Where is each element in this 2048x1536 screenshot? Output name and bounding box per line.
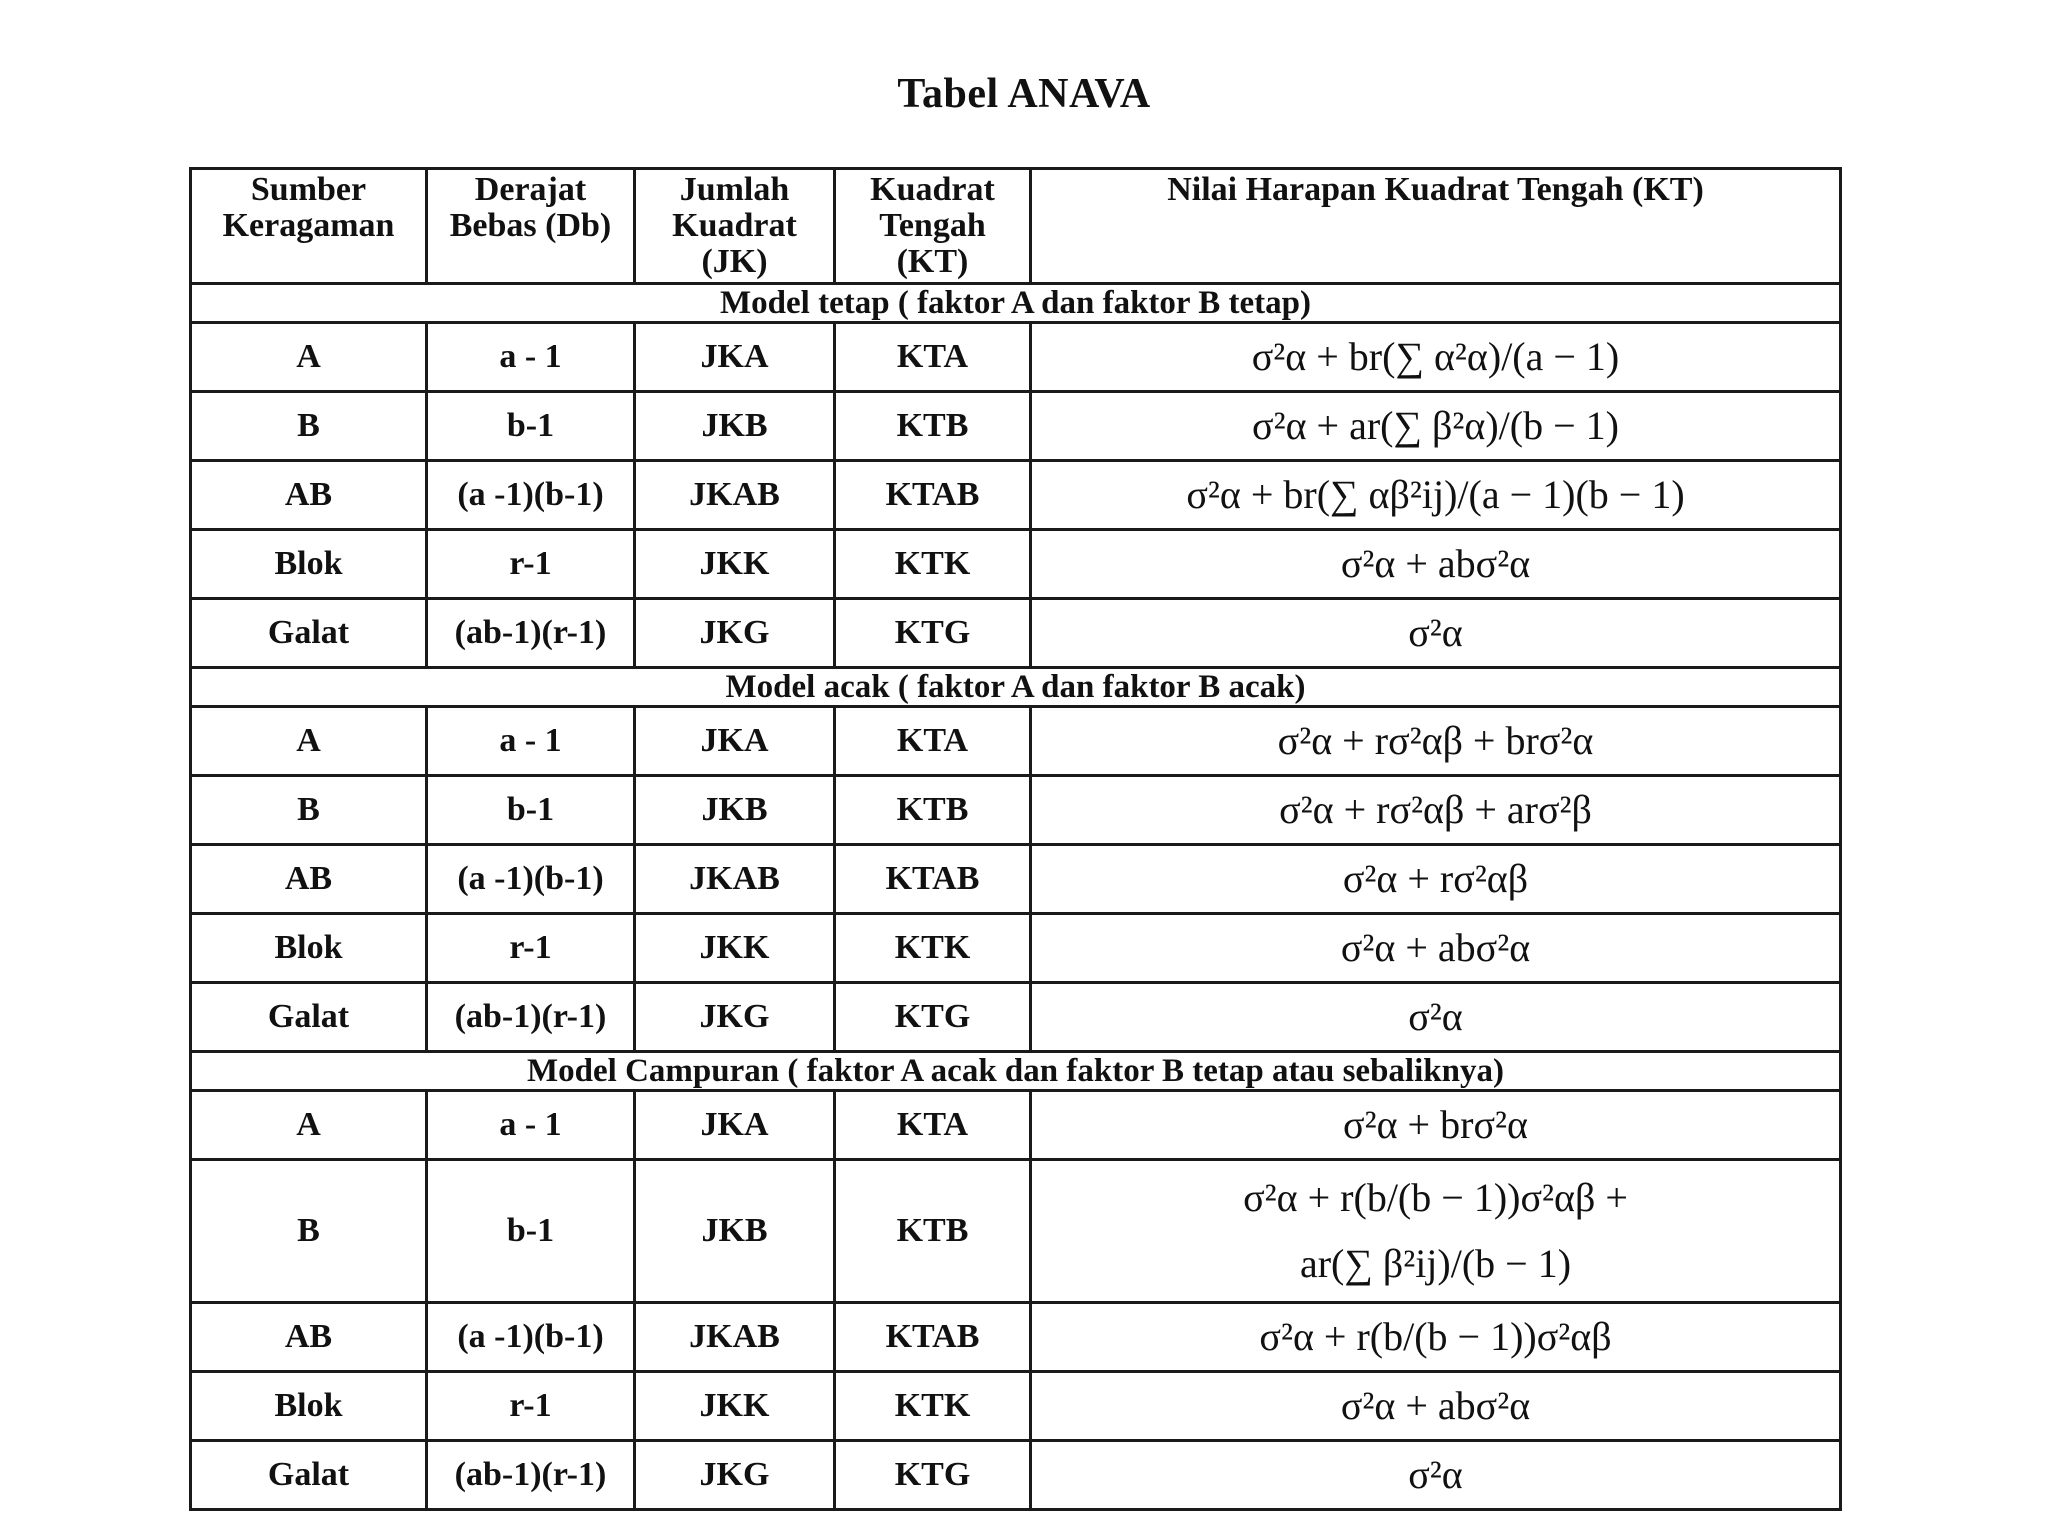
cell-sumber: Blok: [191, 530, 427, 599]
cell-db: r-1: [427, 1372, 635, 1441]
cell-expected-kt: [1031, 914, 1841, 983]
cell-kt: KTK: [835, 530, 1031, 599]
cell-kt: KTB: [835, 1160, 1031, 1303]
cell-kt: KTA: [835, 707, 1031, 776]
header-sumber-keragaman: Sumber Keragaman: [191, 169, 427, 284]
cell-db: b-1: [427, 776, 635, 845]
page-title: Tabel ANAVA: [897, 71, 1151, 117]
cell-db: r-1: [427, 530, 635, 599]
cell-expected-kt: [1031, 1303, 1841, 1372]
cell-kt: KTAB: [835, 461, 1031, 530]
cell-db: (a -1)(b-1): [427, 461, 635, 530]
formula-line: σ²α + ar(∑ β²α)/(b − 1): [1252, 403, 1619, 448]
table-row: [191, 323, 1841, 392]
cell-sumber: Galat: [191, 1441, 427, 1510]
cell-kt: KTAB: [835, 845, 1031, 914]
section-row: [191, 284, 1841, 323]
formula-line: σ²α + r(b/(b − 1))σ²αβ +: [1243, 1175, 1628, 1220]
cell-sumber: A: [191, 1091, 427, 1160]
formula-line: σ²α: [1408, 610, 1463, 655]
cell-kt: KTB: [835, 776, 1031, 845]
table-row: [191, 461, 1841, 530]
cell-expected-kt: [1031, 1160, 1841, 1303]
cell-db: r-1: [427, 914, 635, 983]
cell-sumber: A: [191, 707, 427, 776]
formula-line: σ²α + rσ²αβ: [1342, 856, 1529, 901]
formula-line: σ²α + rσ²αβ + brσ²α: [1277, 718, 1594, 763]
formula-line: σ²α + r(b/(b − 1))σ²αβ: [1259, 1314, 1612, 1359]
formula-line: σ²α + abσ²α: [1340, 925, 1531, 970]
cell-sumber: Galat: [191, 599, 427, 668]
cell-jk: JKB: [635, 1160, 835, 1303]
cell-sumber: Galat: [191, 983, 427, 1052]
cell-jk: JKK: [635, 1372, 835, 1441]
cell-kt: KTB: [835, 392, 1031, 461]
cell-db: a - 1: [427, 1091, 635, 1160]
cell-kt: KTG: [835, 599, 1031, 668]
cell-sumber: AB: [191, 845, 427, 914]
table-row: [191, 776, 1841, 845]
cell-jk: JKA: [635, 1091, 835, 1160]
cell-kt: KTK: [835, 1372, 1031, 1441]
cell-kt: KTK: [835, 914, 1031, 983]
formula-line: σ²α + brσ²α: [1343, 1102, 1528, 1147]
cell-db: a - 1: [427, 323, 635, 392]
table-row: [191, 1160, 1841, 1303]
section-title: Model Campuran ( faktor A acak dan faktor B tetap atau sebaliknya): [191, 1052, 1841, 1091]
table-row: [191, 845, 1841, 914]
cell-sumber: B: [191, 1160, 427, 1303]
cell-expected-kt: [1031, 392, 1841, 461]
formula-line: σ²α + rσ²αβ + arσ²β: [1279, 787, 1592, 832]
table-row: [191, 983, 1841, 1052]
cell-jk: JKA: [635, 323, 835, 392]
cell-jk: JKB: [635, 776, 835, 845]
cell-sumber: Blok: [191, 914, 427, 983]
cell-expected-kt: [1031, 1441, 1841, 1510]
table-row: [191, 1441, 1841, 1510]
cell-sumber: B: [191, 392, 427, 461]
formula-line: σ²α: [1408, 1452, 1463, 1497]
header-jumlah-kuadrat: Jumlah Kuadrat (JK): [635, 169, 835, 284]
cell-expected-kt: [1031, 707, 1841, 776]
cell-db: b-1: [427, 392, 635, 461]
cell-jk: JKAB: [635, 1303, 835, 1372]
cell-db: a - 1: [427, 707, 635, 776]
cell-jk: JKAB: [635, 845, 835, 914]
cell-sumber: Blok: [191, 1372, 427, 1441]
cell-sumber: AB: [191, 1303, 427, 1372]
formula-line: σ²α: [1408, 994, 1463, 1039]
table-row: [191, 1372, 1841, 1441]
anova-table: [189, 167, 1842, 1511]
cell-sumber: A: [191, 323, 427, 392]
cell-expected-kt: [1031, 1091, 1841, 1160]
table-row: [191, 1303, 1841, 1372]
cell-expected-kt: [1031, 1372, 1841, 1441]
cell-kt: KTA: [835, 1091, 1031, 1160]
cell-kt: KTG: [835, 983, 1031, 1052]
cell-jk: JKG: [635, 599, 835, 668]
header-derajat-bebas: Derajat Bebas (Db): [427, 169, 635, 284]
cell-expected-kt: [1031, 530, 1841, 599]
header-nilai-harapan: Nilai Harapan Kuadrat Tengah (KT): [1031, 169, 1841, 284]
formula-line: ar(∑ β²ij)/(b − 1): [1299, 1241, 1572, 1286]
formula-line: σ²α + abσ²α: [1340, 541, 1531, 586]
cell-expected-kt: [1031, 845, 1841, 914]
formula-line: σ²α + br(∑ αβ²ij)/(a − 1)(b − 1): [1186, 472, 1685, 517]
cell-sumber: AB: [191, 461, 427, 530]
formula-line: σ²α + br(∑ α²α)/(a − 1): [1251, 334, 1620, 379]
cell-expected-kt: [1031, 776, 1841, 845]
cell-db: (a -1)(b-1): [427, 845, 635, 914]
table-row: [191, 707, 1841, 776]
table-row: [191, 530, 1841, 599]
table-row: [191, 914, 1841, 983]
cell-db: (a -1)(b-1): [427, 1303, 635, 1372]
formula-line: σ²α + abσ²α: [1340, 1383, 1531, 1428]
cell-kt: KTAB: [835, 1303, 1031, 1372]
table-row: [191, 392, 1841, 461]
cell-jk: JKAB: [635, 461, 835, 530]
cell-jk: JKK: [635, 914, 835, 983]
cell-kt: KTA: [835, 323, 1031, 392]
cell-jk: JKG: [635, 1441, 835, 1510]
cell-expected-kt: [1031, 983, 1841, 1052]
cell-db: (ab-1)(r-1): [427, 599, 635, 668]
table-row: [191, 599, 1841, 668]
cell-kt: KTG: [835, 1441, 1031, 1510]
cell-jk: JKK: [635, 530, 835, 599]
cell-db: (ab-1)(r-1): [427, 983, 635, 1052]
section-row: [191, 1052, 1841, 1091]
header-row: [191, 169, 1841, 284]
table-row: [191, 1091, 1841, 1160]
cell-db: b-1: [427, 1160, 635, 1303]
cell-jk: JKB: [635, 392, 835, 461]
section-row: [191, 668, 1841, 707]
cell-expected-kt: [1031, 323, 1841, 392]
cell-db: (ab-1)(r-1): [427, 1441, 635, 1510]
section-title: Model acak ( faktor A dan faktor B acak): [191, 668, 1841, 707]
cell-jk: JKG: [635, 983, 835, 1052]
section-title: Model tetap ( faktor A dan faktor B tetap): [191, 284, 1841, 323]
header-kuadrat-tengah: Kuadrat Tengah (KT): [835, 169, 1031, 284]
cell-jk: JKA: [635, 707, 835, 776]
cell-expected-kt: [1031, 461, 1841, 530]
table-body: [191, 284, 1841, 1510]
cell-sumber: B: [191, 776, 427, 845]
cell-expected-kt: [1031, 599, 1841, 668]
